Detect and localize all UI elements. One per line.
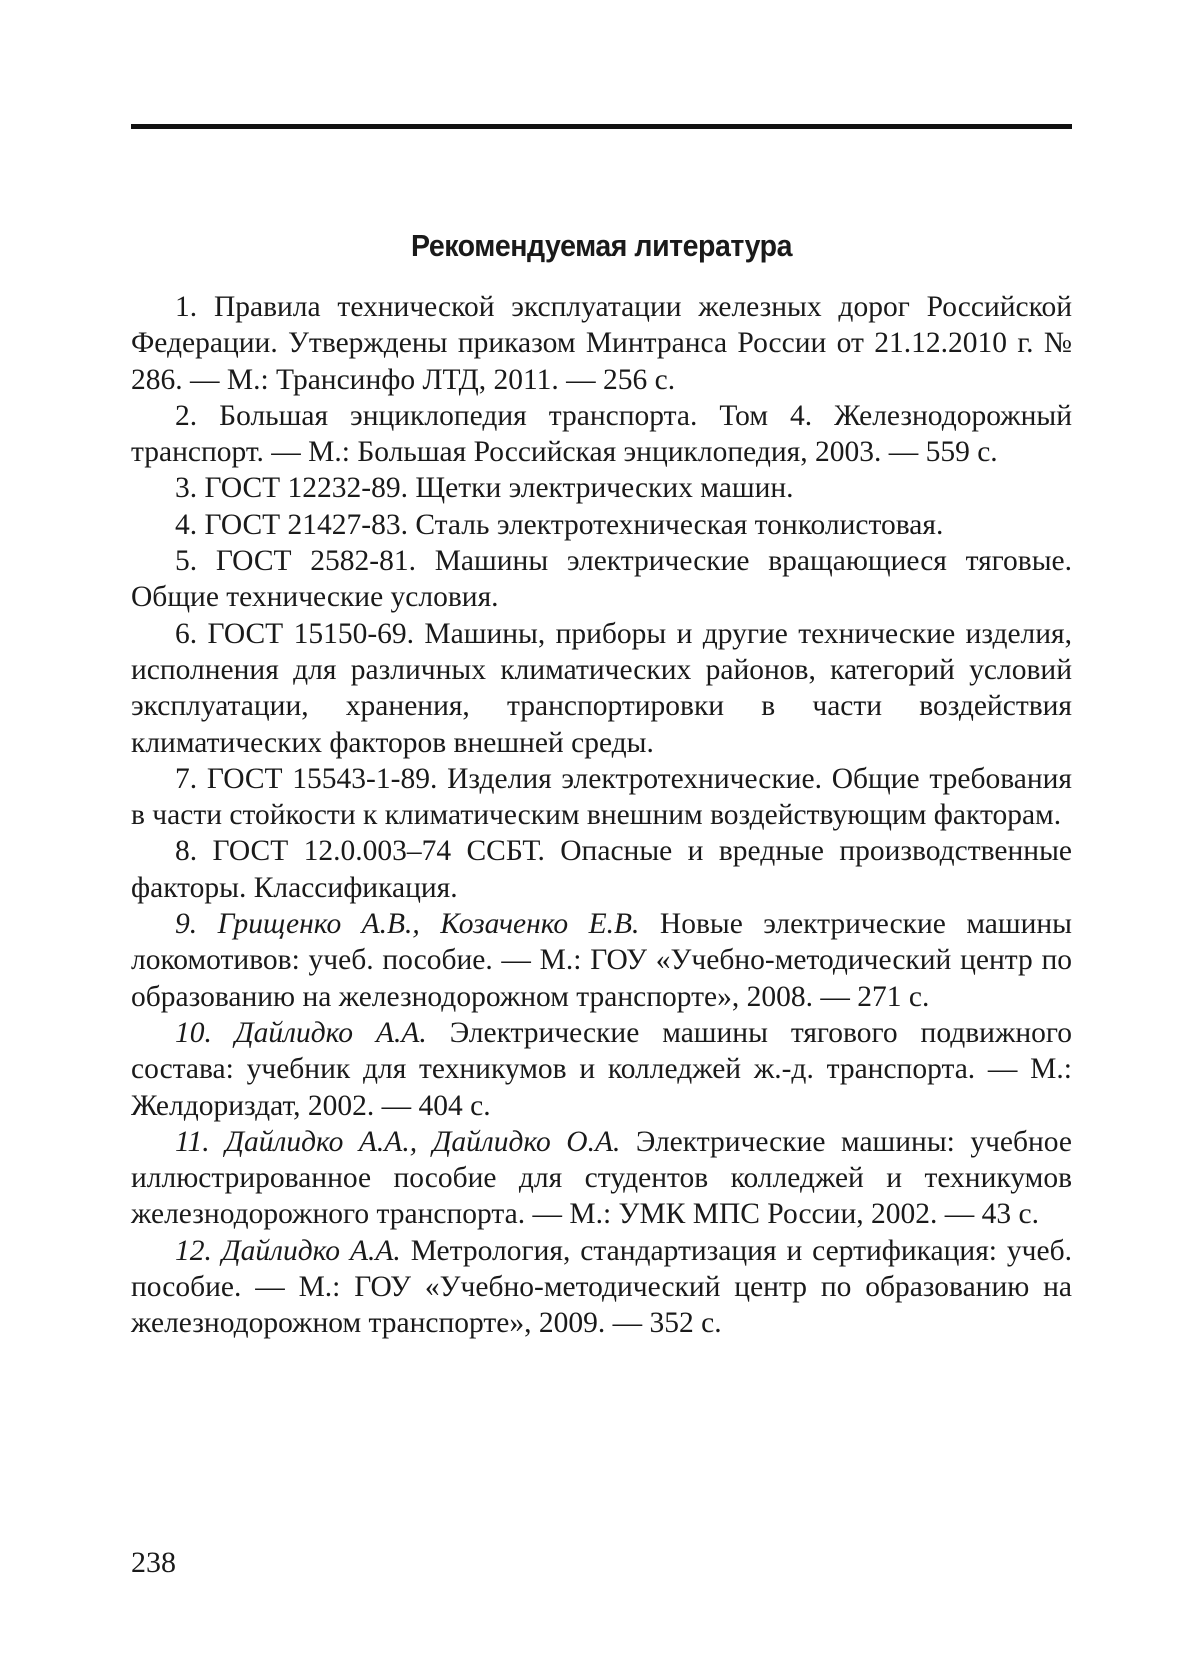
- reference-text: ГОСТ 21427-83. Сталь электротехническая тонколистовая.: [205, 509, 944, 541]
- reference-number: 10.: [175, 1017, 212, 1049]
- reference-text: ГОСТ 15543-1-89. Изделия электротехнические. Общие тре­бования в части стойкости к климатическим внешним воздейству­ющим факторам.: [131, 763, 1072, 831]
- reference-item: [131, 1015, 1072, 1124]
- reference-item: [131, 1233, 1072, 1342]
- reference-number: 5.: [175, 545, 197, 577]
- reference-text: Большая энциклопедия транспорта. Том 4. Железнодорожный транспорт. — М.: Большая Российская энциклопедия, 2003. — 559 с.: [131, 400, 1072, 468]
- reference-item: [131, 289, 1072, 398]
- reference-authors: Дайлидко А.А.: [235, 1017, 427, 1049]
- reference-text: ГОСТ 12.0.003–74 ССБТ. Опасные и вредные производствен­ные факторы. Классификация.: [131, 835, 1072, 903]
- reference-number: 1.: [175, 291, 197, 323]
- reference-item: [131, 833, 1072, 906]
- reference-item: [131, 761, 1072, 834]
- reference-item: [131, 906, 1072, 1015]
- reference-number: 8.: [175, 835, 197, 867]
- reference-number: 7.: [175, 763, 197, 795]
- reference-authors: Дайлидко А.А., Дайлидко О.А.: [225, 1126, 620, 1158]
- reference-number: 3.: [175, 472, 197, 504]
- reference-text: ГОСТ 12232-89. Щетки электрических машин.: [205, 472, 794, 504]
- reference-text: Метрология, стандартизация и сертификация: учеб. пособие. — М.: ГОУ «Учебно-методический центр по образо­ванию на железнодорожном транспорте», 2009. — 352 с.: [131, 1235, 1072, 1340]
- reference-number: 6.: [175, 618, 197, 650]
- reference-item: [131, 543, 1072, 616]
- reference-text: Новые электрические машины локомотивов: учеб. пособие. — М.: ГОУ «Учебно-методический центр по образованию на железнодорожном транспорте», 2008. — 271 с.: [131, 908, 1072, 1013]
- reference-text: ГОСТ 15150-69. Машины, приборы и другие технические из­делия, исполнения для различных климатических районов, кате­горий условий эксплуатации, хранения, транспортировки в части воздействия климатических факторов внешней среды.: [131, 618, 1072, 759]
- reference-number: 9.: [175, 908, 197, 940]
- reference-item: [131, 507, 1072, 543]
- reference-text: ГОСТ 2582-81. Машины электрические вращающиеся тяго­вые. Общие технические условия.: [131, 545, 1072, 613]
- reference-authors: Дайлидко А.А.: [222, 1235, 401, 1267]
- header-rule: [131, 124, 1072, 129]
- reference-list: [131, 289, 1072, 1342]
- reference-item: [131, 398, 1072, 471]
- reference-item: [131, 470, 1072, 506]
- reference-item: [131, 616, 1072, 761]
- reference-number: 12.: [175, 1235, 212, 1267]
- reference-authors: Грищенко А.В., Козаченко Е.В.: [218, 908, 640, 940]
- reference-item: [131, 1124, 1072, 1233]
- reference-number: 11.: [175, 1126, 210, 1158]
- page-number: 238: [131, 1545, 176, 1581]
- reference-text: Правила технической эксплуатации железных дорог Рос­сийской Федерации. Утверждены приказом Минтранса России от 21.12.2010 г. № 286. — М.: Трансинфо ЛТД, 2011. — 256 с.: [131, 291, 1072, 396]
- reference-text: Электрические машины: учеб­ное иллюстрированное пособие для студентов колледжей и техни­кумов железнодорожного транспорта. — М.: УМК МПС России, 2002. — 43 с.: [131, 1126, 1072, 1231]
- page-title: Рекомендуемая литература: [169, 224, 1035, 268]
- reference-number: 4.: [175, 509, 197, 541]
- reference-text: Электрические машины тягового подвижного состава: учебник для техникумов и колледжей ж.-д. транспорта. — М.: Желдориздат, 2002. — 404 с.: [131, 1017, 1072, 1122]
- reference-number: 2.: [175, 400, 197, 432]
